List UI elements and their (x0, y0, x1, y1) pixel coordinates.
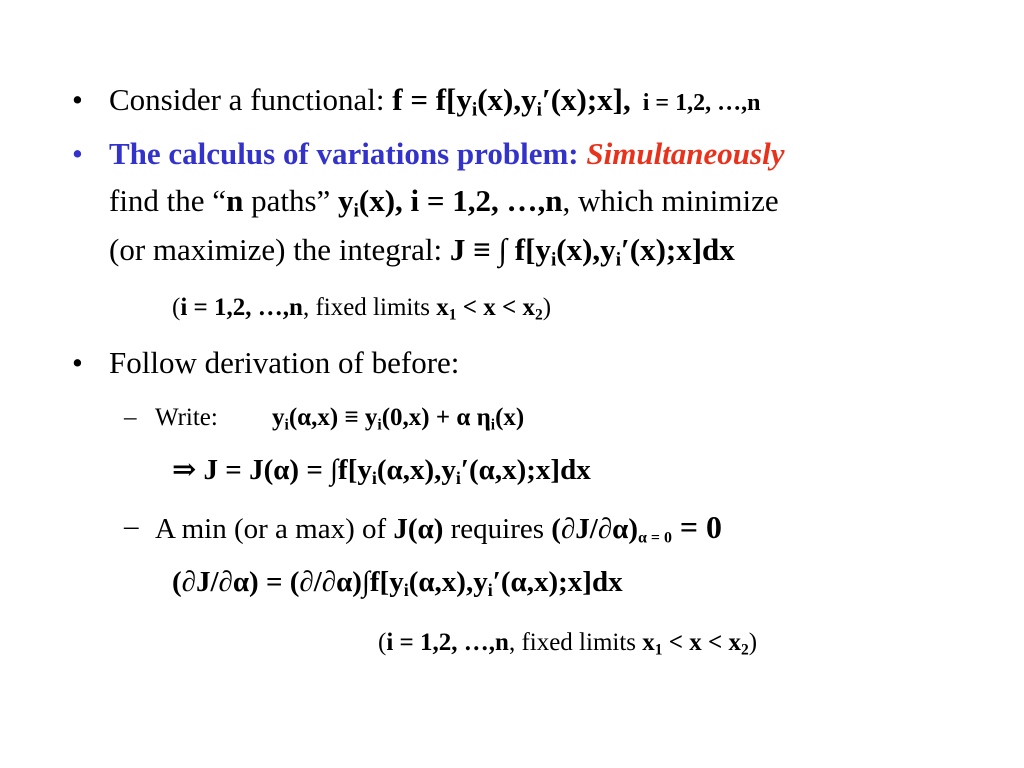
dash-marker: – (124, 404, 137, 431)
integral-expression: J ≡ ∫ $f[y_i(x),y_i'(x);x]dx$ (449, 232, 735, 271)
bullet-marker: • (72, 345, 83, 380)
write-expression: $y_i(\alpha,x) \equiv y_i(0,x) + \alpha$ $\eta_i(x)$ (272, 404, 525, 434)
derivative-condition: $(\partial J/\partial\alpha)_{\alpha = 0} = 0$ (551, 510, 723, 547)
implies-expression: ⇒ $J = J(\alpha) = \int f[y_i(\alpha,x),y_i'(\alpha,x);x]dx$ (172, 454, 591, 489)
index-range: i = 1,2, …,n (642, 90, 761, 116)
bullet-1-text (109, 82, 761, 121)
emphasis: Simultaneously (586, 136, 785, 171)
bullet-2-line-4: (i = 1,2, …,n, fixed limits $x_1 < x < x_2$) (172, 294, 552, 324)
bullet-2-line-3: (or maximize) the integral: J ≡ ∫ $f[y_i(x),y_i'(x);x]dx$ (109, 232, 735, 271)
limits-note: (i = 1,2, …,n, fixed limits $x_1 < x < x_2$) (378, 629, 758, 659)
derivative-expression: $(\partial J/\partial\alpha) = (\partial/\partial\alpha)\int f[y_i(\alpha,x),y_i'(\alpha,x);x]dx$ (172, 566, 623, 601)
sub-bullet-2-text: A min (or a max) of J(α) requires $(\partial J/\partial\alpha)_{\alpha = 0} = 0$ (155, 510, 723, 547)
bullet-3-text: Follow derivation of before: (109, 345, 460, 380)
write-label: Write: (155, 404, 218, 431)
paths-expression: $y_i(x)$, i = 1,2, …,n (338, 183, 563, 222)
bullet-2-line-2: find the “n paths” $y_i(x)$, i = 1,2, …,n, which minimize (109, 183, 779, 222)
functional-expression: $f = f[y_i(x),y_i'(x);x]$, (392, 82, 631, 121)
text: Consider a functional: (109, 82, 393, 117)
bullet-marker: • (72, 136, 83, 171)
bullet-2-heading-row (109, 138, 784, 169)
bullet-marker: • (72, 82, 83, 117)
limits-expression: $x_1 < x < x_2$ (436, 294, 543, 324)
problem-heading: The calculus of variations problem: (109, 136, 579, 171)
dash-marker: – (124, 510, 139, 542)
